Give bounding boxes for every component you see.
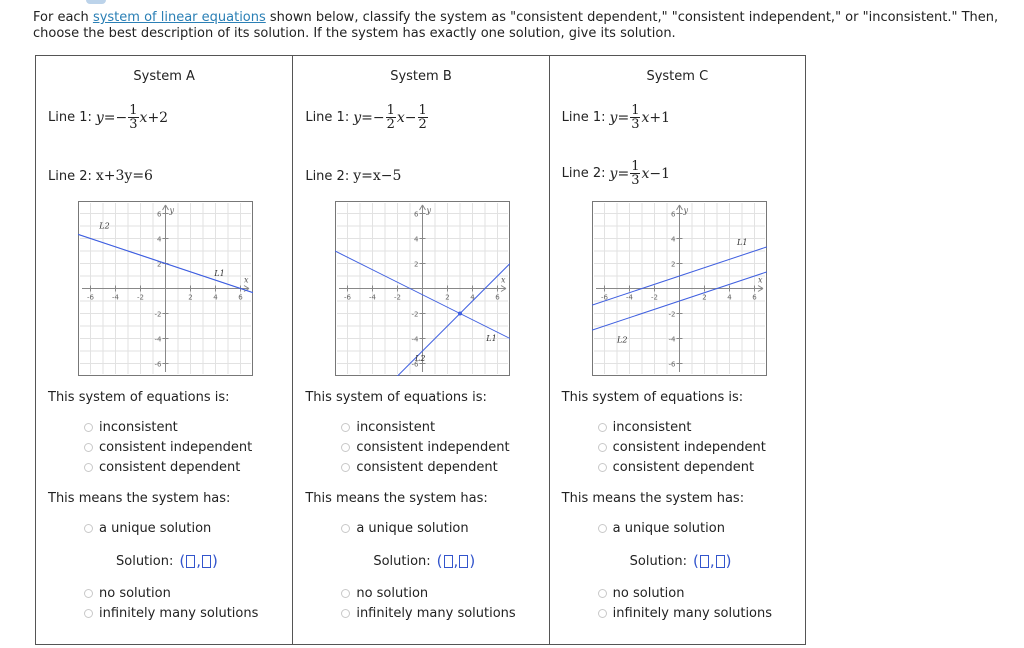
line-label-l2: L2	[616, 335, 628, 345]
eq-equals: =	[361, 109, 373, 126]
fraction	[418, 104, 428, 131]
option-no-solution[interactable]	[598, 586, 685, 601]
y-coordinate-input[interactable]	[459, 555, 468, 568]
radio-button[interactable]	[84, 589, 93, 598]
option-label: a unique solution	[356, 521, 469, 536]
eq-x: x	[396, 109, 405, 126]
radio-button[interactable]	[341, 463, 350, 472]
instructions-text-after: shown below, classify the system as "consistent dependent," "consistent independent," or "inconsistent." Then, choose the best description of its solution. If the system has exactly one solution, give its solution.	[33, 10, 999, 41]
frac-denominator: 2	[386, 117, 395, 132]
system-b-panel	[292, 56, 548, 644]
option-consistent-dependent[interactable]	[341, 460, 497, 475]
x-tick-label: 6	[238, 293, 243, 302]
solution-entry	[630, 552, 732, 570]
option-label: a unique solution	[99, 521, 212, 536]
option-inconsistent[interactable]	[84, 420, 178, 435]
y-tick-label: 2	[414, 260, 419, 269]
equation	[96, 104, 168, 131]
y-tick-label: 6	[414, 210, 419, 219]
eq-x: x	[641, 109, 650, 126]
y-tick-label: 2	[670, 260, 676, 269]
comma: ,	[709, 552, 715, 570]
y-tick-label: 4	[414, 235, 419, 244]
y-axis-label: y	[683, 206, 688, 215]
x-tick-label: -6	[87, 293, 94, 302]
system-title: System A	[133, 69, 195, 84]
comma: ,	[453, 552, 459, 570]
solution-prompt: This means the system has:	[305, 491, 488, 506]
line-2-equation	[305, 168, 401, 184]
graph-system-b	[335, 201, 510, 376]
point-input	[179, 552, 218, 570]
option-label: a unique solution	[612, 521, 725, 536]
line-1-equation	[305, 104, 428, 131]
x-coordinate-input[interactable]	[444, 555, 453, 568]
paren-close: )	[211, 552, 218, 570]
frac-numerator: 1	[418, 103, 427, 118]
equation: y=x−5	[353, 168, 402, 184]
radio-button[interactable]	[84, 609, 93, 618]
frac-numerator: 1	[631, 103, 640, 118]
fraction	[386, 104, 396, 131]
radio-button[interactable]	[598, 524, 607, 533]
option-label: infinitely many solutions	[356, 606, 516, 621]
line-1-equation	[48, 104, 168, 131]
option-label: inconsistent	[356, 420, 436, 435]
instructions-text-before: For each	[33, 10, 93, 25]
option-unique-solution[interactable]	[84, 521, 211, 536]
eq-equals: =	[617, 165, 630, 182]
eq-equals: =	[617, 109, 630, 126]
x-tick-label: 4	[470, 293, 476, 302]
paren-close: )	[725, 552, 732, 570]
equation	[353, 104, 429, 131]
line-1-label: Line 1:	[305, 110, 350, 125]
x-axis-label: x	[501, 275, 506, 285]
x-tick-label: 2	[188, 293, 193, 302]
eq-sign: −	[115, 109, 128, 126]
option-inconsistent[interactable]	[341, 420, 435, 435]
equation	[610, 160, 670, 187]
eq-x: x	[139, 109, 148, 126]
y-axis-label: y	[426, 206, 432, 215]
line-1-label: Line 1:	[561, 110, 606, 125]
y-tick-label: 4	[157, 235, 162, 244]
line-label-l2: L2	[99, 221, 110, 231]
x-tick-label: -6	[344, 293, 352, 302]
option-label: infinitely many solutions	[612, 606, 773, 621]
x-tick-label: 4	[213, 293, 218, 302]
y-tick-label: -2	[411, 310, 419, 319]
eq-y: y	[95, 109, 104, 126]
x-tick-label: 6	[495, 293, 501, 302]
line-label-l1: L1	[486, 334, 497, 343]
y-tick-label: -4	[411, 335, 419, 344]
solution-entry	[116, 552, 218, 570]
radio-button[interactable]	[84, 443, 93, 452]
option-no-solution[interactable]	[341, 586, 428, 601]
paren-open: (	[436, 552, 443, 570]
option-label: consistent independent	[99, 440, 253, 455]
solution-label: Solution:	[629, 553, 687, 569]
glossary-link[interactable]: system of linear equations	[92, 10, 266, 25]
line-2-label: Line 2:	[305, 168, 350, 184]
classification-prompt: This system of equations is:	[305, 390, 487, 405]
solution-label: Solution:	[373, 553, 431, 569]
radio-button[interactable]	[341, 423, 350, 432]
option-inconsistent[interactable]	[598, 420, 692, 435]
frac-denominator: 3	[129, 117, 138, 132]
solution-prompt: This means the system has:	[561, 491, 745, 506]
eq-rest: −1	[649, 165, 671, 182]
radio-button[interactable]	[598, 423, 607, 432]
eq-rest: +2	[147, 109, 169, 126]
graph-system-a	[78, 201, 253, 376]
x-tick-label: -6	[600, 293, 608, 302]
x-tick-label: 6	[751, 293, 757, 302]
option-label: consistent dependent	[99, 460, 241, 475]
y-tick-label: -6	[411, 360, 419, 369]
line-label-l1: L1	[736, 237, 748, 247]
x-axis-label: x	[244, 275, 249, 285]
equation	[610, 104, 670, 131]
radio-button[interactable]	[598, 609, 607, 618]
line-2-equation	[562, 160, 670, 187]
radio-button[interactable]	[341, 589, 350, 598]
system-title: System C	[646, 69, 709, 84]
frac-denominator: 2	[418, 117, 427, 132]
frac-denominator: 3	[631, 117, 640, 132]
fraction	[128, 104, 138, 131]
frac-numerator: 1	[386, 103, 395, 118]
option-consistent-independent[interactable]	[84, 440, 252, 455]
top-tab-decoration	[86, 0, 106, 4]
radio-button[interactable]	[341, 609, 350, 618]
eq-y: y	[609, 109, 618, 126]
x-tick-label: -4	[625, 293, 633, 302]
radio-button[interactable]	[84, 463, 93, 472]
y-axis-label: y	[169, 206, 175, 215]
system-a-panel	[36, 56, 292, 644]
x-tick-label: 4	[726, 293, 732, 302]
line-1-equation	[562, 104, 670, 131]
x-tick-label: -4	[369, 293, 377, 302]
eq-equals: =	[103, 109, 116, 126]
line-2-equation	[48, 168, 153, 184]
systems-table	[35, 55, 806, 645]
option-consistent-dependent[interactable]	[598, 460, 754, 475]
y-coordinate-input[interactable]	[716, 555, 725, 568]
x-coordinate-input[interactable]	[700, 555, 709, 568]
line-2-label: Line 2:	[561, 166, 606, 181]
y-tick-label: -4	[154, 335, 162, 344]
radio-button[interactable]	[598, 443, 607, 452]
equation: x+3y=6	[95, 168, 153, 184]
eq-rest: +1	[649, 109, 671, 126]
option-infinitely-many[interactable]	[84, 606, 258, 621]
option-unique-solution[interactable]	[341, 521, 468, 536]
frac-numerator: 1	[129, 103, 138, 118]
eq-y: y	[609, 165, 618, 182]
eq-y: y	[353, 109, 362, 126]
solution-entry	[373, 552, 475, 570]
radio-button[interactable]	[598, 589, 607, 598]
option-consistent-independent[interactable]	[598, 440, 766, 455]
option-label: inconsistent	[612, 420, 692, 435]
frac-denominator: 3	[631, 173, 640, 188]
x-tick-label: -2	[137, 293, 144, 302]
system-title: System B	[390, 69, 452, 84]
option-label: consistent dependent	[356, 460, 498, 475]
y-tick-label: -6	[668, 360, 676, 369]
y-tick-label: -4	[668, 335, 676, 344]
y-tick-label: 6	[670, 210, 676, 219]
classification-prompt: This system of equations is:	[48, 390, 230, 405]
option-label: no solution	[356, 586, 429, 601]
option-infinitely-many[interactable]	[598, 606, 772, 621]
graph-system-c	[592, 201, 767, 376]
radio-button[interactable]	[84, 423, 93, 432]
point-input	[693, 552, 732, 570]
line-1-label: Line 1:	[48, 110, 92, 125]
x-coordinate-input[interactable]	[186, 555, 195, 568]
radio-button[interactable]	[341, 443, 350, 452]
x-tick-label: -2	[394, 293, 402, 302]
radio-button[interactable]	[84, 524, 93, 533]
comma: ,	[196, 552, 201, 570]
x-tick-label: -2	[650, 293, 658, 302]
option-label: infinitely many solutions	[99, 606, 259, 621]
x-tick-label: 2	[701, 293, 707, 302]
y-tick-label: -2	[154, 310, 162, 319]
option-consistent-independent[interactable]	[341, 440, 509, 455]
option-infinitely-many[interactable]	[341, 606, 515, 621]
frac-numerator: 1	[631, 159, 640, 174]
solution-label: Solution:	[116, 553, 174, 569]
point-input	[437, 552, 476, 570]
x-tick-label: 2	[445, 293, 451, 302]
line-label-l1: L1	[214, 269, 225, 278]
eq-rest: −	[404, 109, 417, 126]
intersection-point	[458, 312, 462, 316]
option-label: consistent dependent	[612, 460, 755, 475]
radio-button[interactable]	[341, 524, 350, 533]
y-tick-label: 2	[157, 260, 162, 269]
option-unique-solution[interactable]	[598, 521, 725, 536]
fraction	[630, 104, 640, 131]
classification-prompt: This system of equations is:	[561, 390, 744, 405]
eq-x: x	[641, 165, 650, 182]
paren-open: (	[693, 552, 699, 570]
x-axis-label: x	[757, 275, 763, 285]
system-c-panel	[549, 56, 805, 644]
paren-close: )	[469, 552, 476, 570]
y-coordinate-input[interactable]	[202, 555, 211, 568]
option-label: no solution	[612, 586, 685, 601]
option-no-solution[interactable]	[84, 586, 171, 601]
option-label: consistent independent	[356, 440, 510, 455]
instructions	[33, 10, 1003, 42]
solution-prompt: This means the system has:	[48, 491, 231, 506]
radio-button[interactable]	[598, 463, 607, 472]
option-label: consistent independent	[612, 440, 766, 455]
option-label: no solution	[99, 586, 171, 601]
fraction	[630, 160, 640, 187]
option-consistent-dependent[interactable]	[84, 460, 240, 475]
paren-open: (	[179, 552, 186, 570]
y-tick-label: -6	[154, 360, 162, 369]
y-tick-label: 4	[670, 235, 676, 244]
line-2-label: Line 2:	[48, 168, 92, 184]
x-tick-label: -4	[112, 293, 119, 302]
y-tick-label: -2	[668, 310, 676, 319]
y-tick-label: 6	[157, 210, 162, 219]
option-label: inconsistent	[99, 420, 178, 435]
eq-sign: −	[372, 109, 385, 126]
line-label-l2: L2	[415, 354, 426, 363]
